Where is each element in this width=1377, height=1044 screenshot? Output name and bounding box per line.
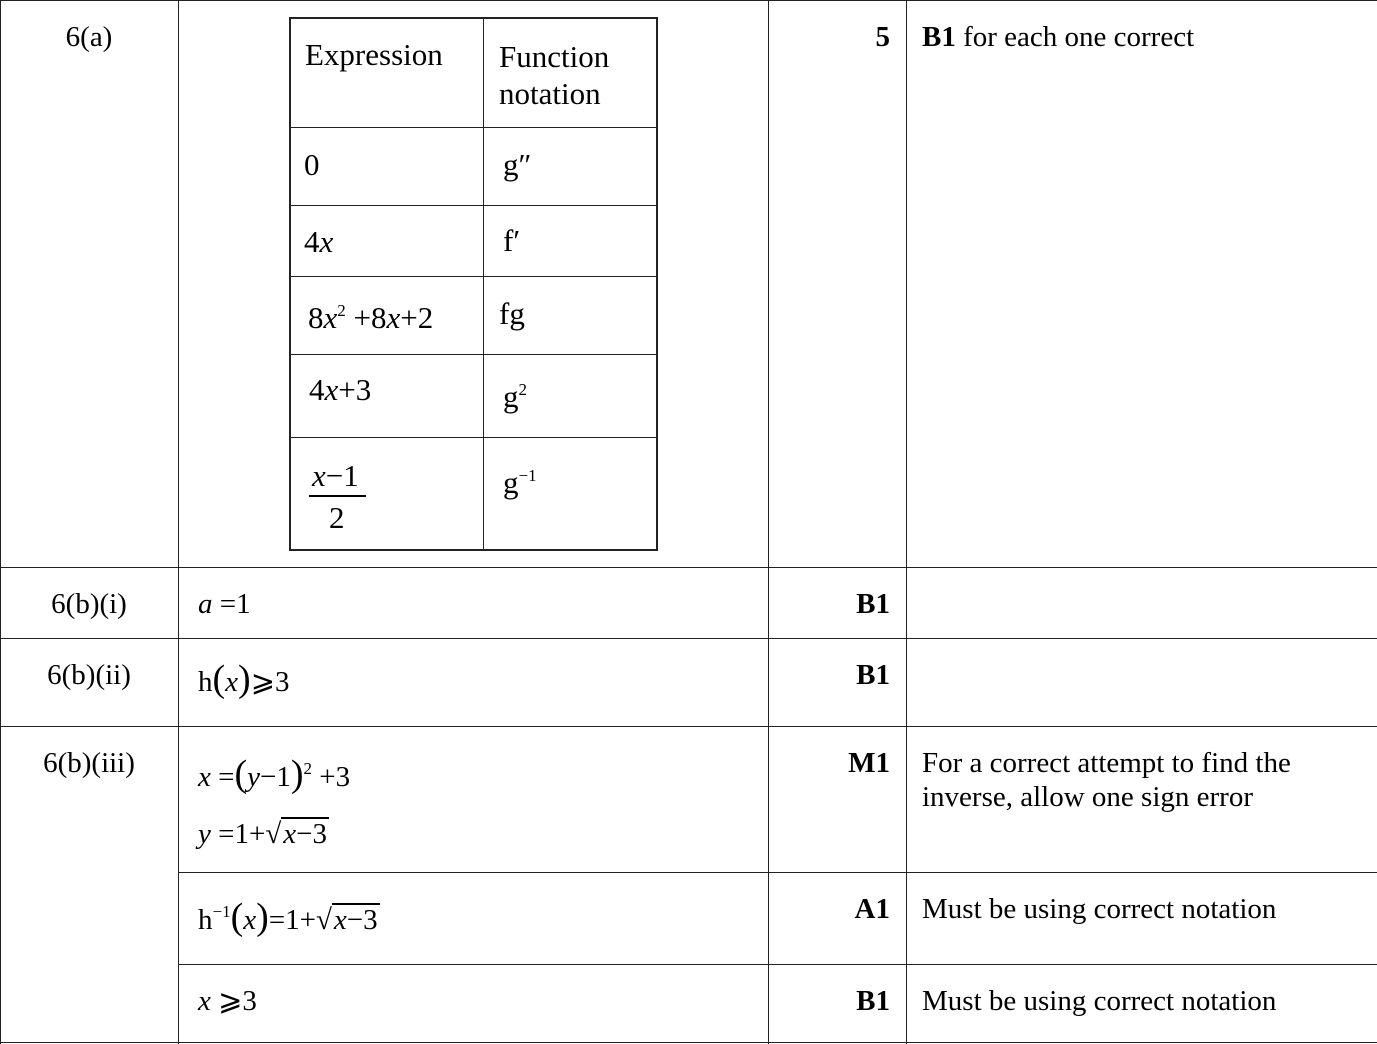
expression-quadratic: $8x^2 +8x+2$ [308, 300, 434, 335]
column-divider [0, 0, 1, 1044]
function-fg: fg [499, 296, 525, 331]
column-divider [906, 0, 907, 1044]
mark-6biii-a1: A1 [854, 893, 890, 925]
inner-table-line [289, 276, 657, 277]
row-divider [178, 964, 1377, 965]
fraction-bar [309, 495, 366, 497]
question-label: 6(b)(iii) [43, 747, 135, 779]
answer-h-inverse: $h^{-1}(x)=1+√x-3$ [198, 896, 378, 938]
row-divider [0, 0, 1377, 1]
answer-h-range: h(x)⩾3 [198, 658, 290, 700]
guidance-line: For a correct attempt to find the [922, 747, 1291, 779]
function-g-squared: $g^2$ [503, 379, 527, 414]
inner-table-line [289, 205, 657, 206]
guidance-6a-text: for each one correct [955, 21, 1195, 53]
answer-inverse-step2: y =1+√x−3 [198, 818, 327, 850]
expression-fraction-numerator: x−1 [312, 458, 359, 493]
column-divider [768, 0, 769, 1044]
guidance-line: inverse, allow one sign error [922, 781, 1253, 813]
question-label: 6(b)(i) [51, 588, 127, 620]
inner-table-line [289, 17, 657, 19]
row-divider [0, 567, 1377, 568]
guidance-6a [922, 20, 1194, 54]
row-divider [0, 1042, 1377, 1043]
inner-table-line [289, 17, 291, 551]
question-label: 6(a) [65, 21, 113, 53]
mark-6a: 5 [875, 21, 890, 53]
function-g-inverse: $g^{-1}$ [503, 465, 537, 500]
inner-table-line [289, 549, 657, 551]
inner-table-line [289, 354, 657, 355]
row-divider [178, 872, 1377, 873]
question-label: 6(b)(ii) [47, 659, 131, 691]
header-expression: Expression [305, 37, 443, 72]
header-function-notation [499, 38, 609, 112]
column-divider [178, 0, 179, 1044]
function-g-double-prime: g″ [503, 147, 532, 182]
answer-domain: x ⩾3 [198, 985, 257, 1017]
inner-table-line [656, 17, 658, 551]
expression-4x: 4x [304, 224, 334, 259]
answer-inverse-step1: $x =(y-1)^2 +3$ [198, 753, 351, 795]
mark-6bii: B1 [856, 659, 890, 691]
mark-6bi: B1 [856, 588, 890, 620]
guidance-6a-bold: B1 [922, 21, 956, 53]
inner-table-line [289, 127, 657, 128]
mark-6biii-b1: B1 [856, 985, 890, 1017]
expression-linear: 4x+3 [309, 372, 372, 407]
mark-6biii-m1: M1 [848, 747, 890, 779]
function-f-prime: f′ [503, 223, 521, 258]
expression-fraction-denominator: 2 [329, 500, 345, 535]
guidance-6biii-m1 [922, 746, 1291, 814]
guidance-6biii-b1: Must be using correct notation [922, 985, 1277, 1017]
row-divider [0, 726, 1377, 727]
row-divider [0, 638, 1377, 639]
answer-a-equals-1: a =1 [198, 588, 251, 620]
header-function-line2: notation [499, 76, 601, 111]
inner-table-line [483, 17, 484, 551]
expression-zero: 0 [304, 147, 320, 182]
guidance-6biii-a1: Must be using correct notation [922, 893, 1277, 925]
inner-table-line [289, 437, 657, 438]
header-function-line1: Function [499, 39, 610, 74]
